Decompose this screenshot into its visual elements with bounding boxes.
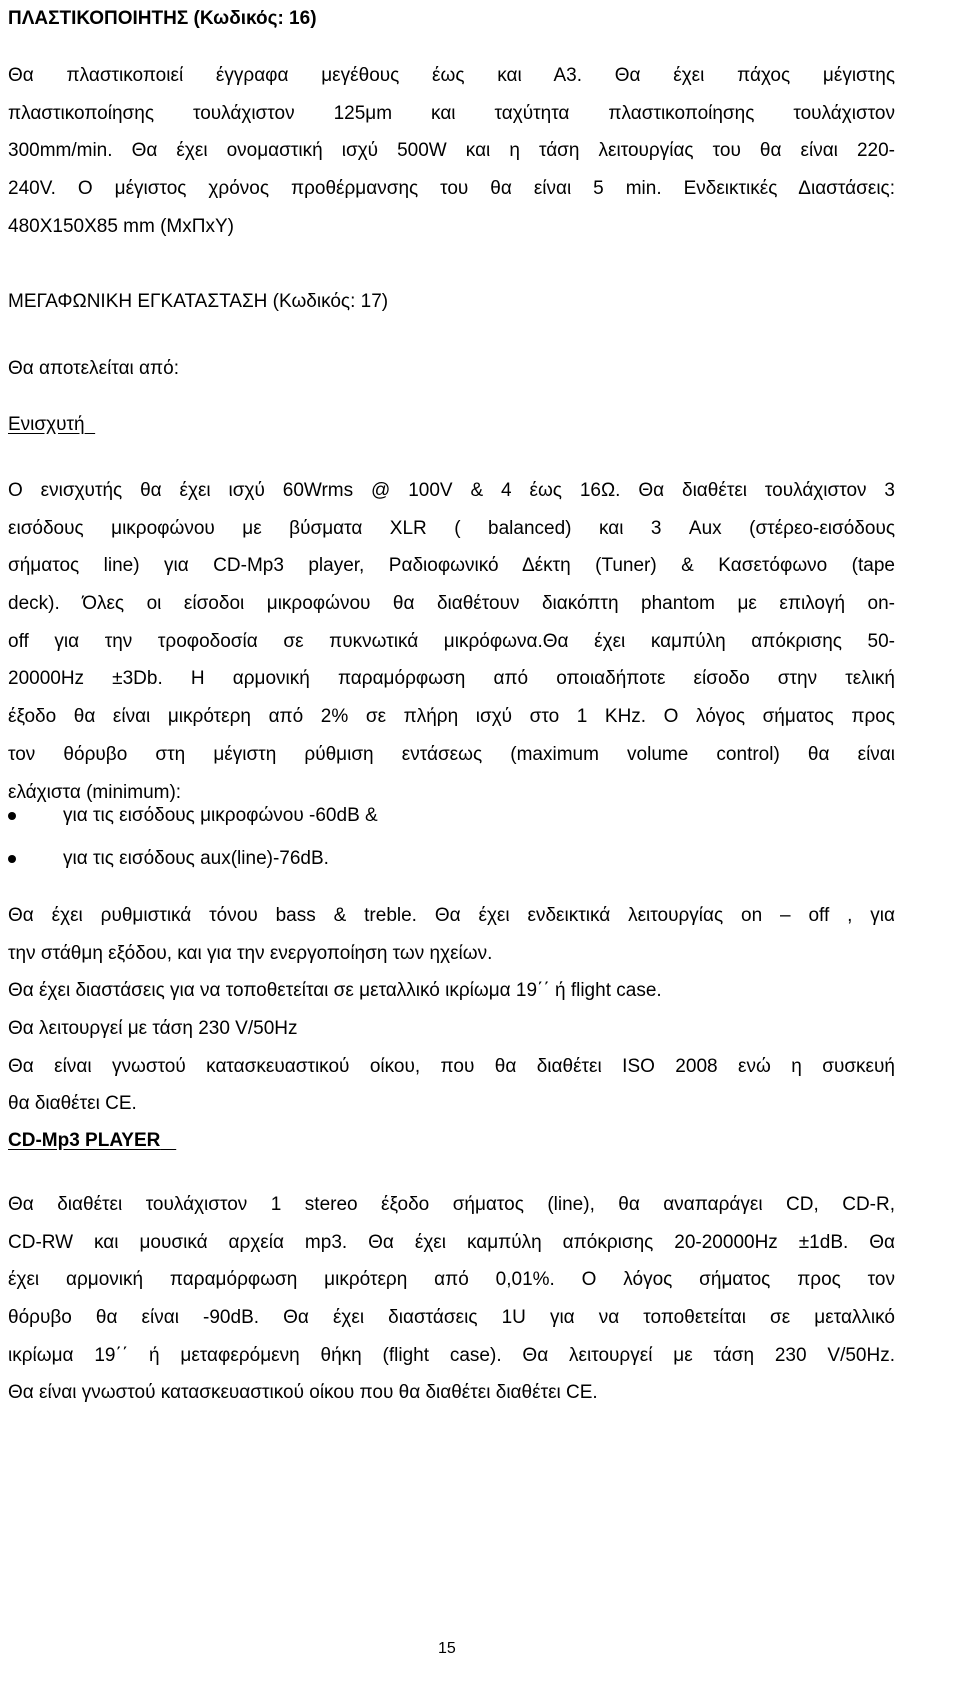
text-line: deck). Όλες οι είσοδοι μικροφώνου θα διαθέτουν διακόπτη phantom με επιλογή on-: [8, 593, 895, 615]
text-line: τον θόρυβο στη μέγιστη ρύθμιση εντάσεως (maximum volume control) θα είναι: [8, 743, 895, 765]
paragraph-cd-player: [8, 1186, 895, 1412]
text-line: Θα λειτουργεί με τάση 230 V/50Hz: [8, 1018, 298, 1040]
text-line: έξοδο θα είναι μικρότερη από 2% σε πλήρη ισχύ στο 1 KHz. Ο λόγος σήματος προς: [8, 706, 895, 728]
text-line: την στάθμη εξόδου, και για την ενεργοποίηση των ηχείων.: [8, 942, 493, 964]
paragraph-amplifier-features: [8, 897, 895, 1123]
text-line: 240V. Ο μέγιστος χρόνος προθέρμανσης του θα είναι 5 min. Ενδεικτικές Διαστάσεις:: [8, 178, 895, 200]
page-number: 15: [438, 1640, 456, 1657]
list-item-text: για τις εισόδους aux(line)-76dB.: [63, 848, 329, 869]
text-line: 20000Hz ±3Db. Η αρμονική παραμόρφωση από οποιαδήποτε είσοδο στην τελική: [8, 668, 895, 690]
subheading-cd-player: [8, 1122, 895, 1160]
text-line: Θα έχει διαστάσεις για να τοποθετείται σε μεταλλικό ικρίωμα 19΄΄ ή flight case.: [8, 980, 662, 1002]
paragraph-amplifier: [8, 472, 895, 811]
list-item-text: για τις εισόδους μικροφώνου -60dB &: [63, 805, 378, 826]
text-line: 300mm/min. Θα έχει ονομαστική ισχύ 500W και η τάση λειτουργίας του θα είναι 220-: [8, 140, 895, 162]
text-line: σήματος line) για CD-Mp3 player, Ραδιοφωνικό Δέκτη (Tuner) & Κασετόφωνο (tape: [8, 555, 895, 577]
text-line: 480X150X85 mm (ΜxΠxΥ): [8, 215, 234, 237]
text-line: πλαστικοποίησης τουλάχιστον 125μm και ταχύτητα πλαστικοποίησης τουλάχιστον: [8, 102, 895, 124]
text-line: Θα είναι γνωστού κατασκευαστικού οίκου που θα διαθέτει διαθέτει CE.: [8, 1382, 598, 1404]
subheading-amplifier: [8, 406, 895, 444]
text-line: εισόδους μικροφώνου με βύσματα XLR ( balanced) και 3 Aux (στέρεο-εισόδους: [8, 517, 895, 539]
intro-text: Θα αποτελείται από:: [8, 358, 179, 379]
text-line: ικρίωμα 19΄΄ ή μεταφερόμενη θήκη (flight case). Θα λειτουργεί με τάση 230 V/50Hz.: [8, 1344, 895, 1366]
text-line: Θα διαθέτει τουλάχιστον 1 stereo έξοδο σήματος (line), θα αναπαράγει CD, CD-R,: [8, 1194, 895, 1215]
text-line: θα διαθέτει CE.: [8, 1093, 137, 1115]
text-line: Θα είναι γνωστού κατασκευαστικού οίκου, που θα διαθέτει ISO 2008 ενώ η συσκευή: [8, 1055, 895, 1077]
text-line: CD-RW και μουσικά αρχεία mp3. Θα έχει καμπύλη απόκρισης 20-20000Hz ±1dB. Θα: [8, 1231, 895, 1253]
text-line: Θα έχει ρυθμιστικά τόνου bass & treble. Θα έχει ενδεικτικά λειτουργίας on – off , για: [8, 905, 895, 926]
text-line: θόρυβο θα είναι -90dB. Θα έχει διαστάσεις 1U για να τοποθετείται σε μεταλλικό: [8, 1307, 895, 1329]
text-line: έχει αρμονική παραμόρφωση μικρότερη από 0,01%. Ο λόγος σήματος προς τον: [8, 1269, 895, 1291]
section-heading-pa-system: [8, 283, 895, 321]
text-line: off για την τροφοδοσία σε πυκνωτικά μικρόφωνα.Θα έχει καμπύλη απόκρισης 50-: [8, 630, 895, 652]
text-line: ελάχιστα (minimum):: [8, 781, 182, 803]
subheading-cd-player-text: CD-Mp3 PLAYER: [8, 1130, 161, 1151]
paragraph-laminator: [8, 57, 895, 245]
bullet-icon: [8, 855, 16, 863]
bullet-icon: [8, 812, 16, 820]
text-line: Ο ενισχυτής θα έχει ισχύ 60Wrms @ 100V & 4 έως 16Ω. Θα διαθέτει τουλάχιστον 3: [8, 480, 895, 501]
subheading-amplifier-text: Ενισχυτή: [8, 414, 85, 435]
section-heading-laminator: ΠΛΑΣΤΙΚΟΠΟΙΗΤΗΣ (Κωδικός: 16): [8, 8, 317, 29]
section-heading-text: ΜΕΓΑΦΩΝΙΚΗ ΕΓΚΑΤΑΣΤΑΣΗ (Κωδικός: 17): [8, 291, 389, 312]
text-line: Θα πλαστικοποιεί έγγραφα μεγέθους έως και Α3. Θα έχει πάχος μέγιστης: [8, 65, 895, 86]
